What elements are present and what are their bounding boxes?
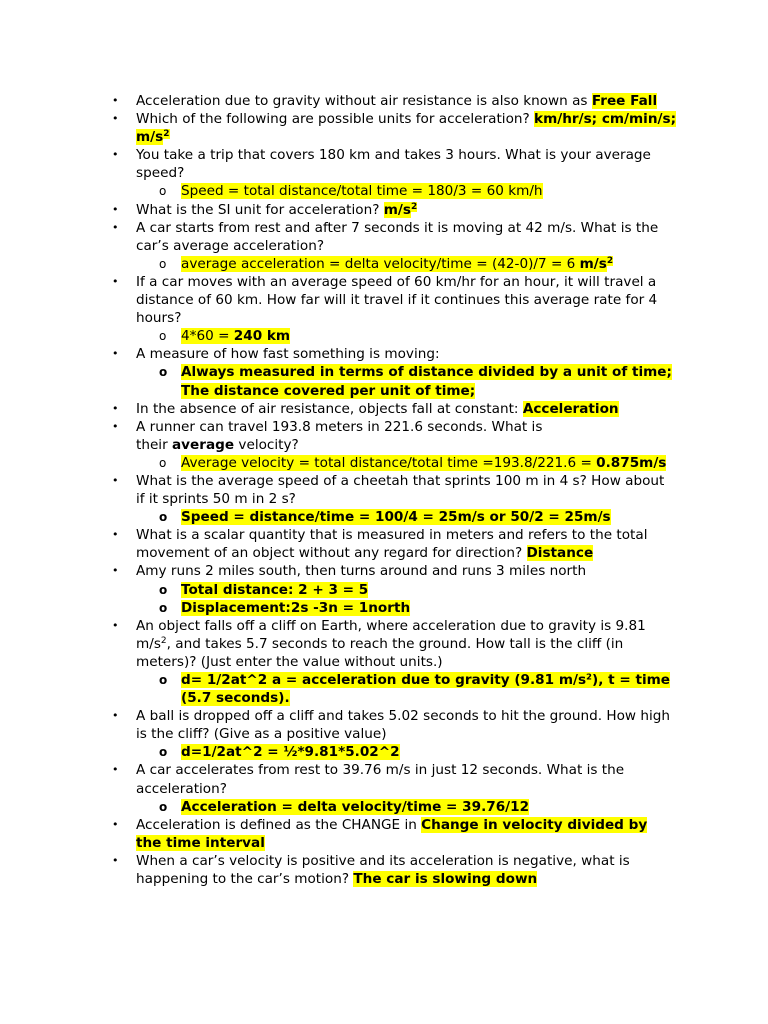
- item-text: [136, 401, 619, 417]
- item-text: [136, 111, 676, 145]
- bullet-icon: •: [112, 528, 119, 542]
- list-item: [112, 110, 677, 146]
- sub-bullet-icon: o: [159, 673, 168, 687]
- answer-text: The car is slowing down: [353, 871, 538, 888]
- answer-text: Displacement:2s -3n = 1north: [181, 599, 411, 616]
- bullet-icon: •: [112, 94, 119, 107]
- item-text: [181, 600, 410, 616]
- list-item: [112, 345, 676, 363]
- question-text: 2: [160, 635, 167, 646]
- item-text: [136, 274, 657, 326]
- question-text: You take a trip that covers 180 km and takes 3 hours. What is your average speed?: [136, 147, 651, 182]
- question-text: An object falls off a cliff on Earth, where acceleration due to gravity is 9.81 m/s: [136, 617, 646, 652]
- bullet-icon: •: [112, 853, 119, 867]
- bullet-icon: •: [112, 220, 119, 234]
- question-text: A ball is dropped off a cliff and takes 5.02 seconds to hit the ground. How high is the cliff? (Give as a positive value): [136, 708, 670, 743]
- item-text: [136, 202, 417, 218]
- answer-text: m/s: [579, 255, 607, 272]
- item-text: [136, 817, 647, 851]
- bullet-icon: •: [112, 202, 119, 216]
- sub-list-item: [159, 599, 676, 617]
- list-item: [112, 146, 676, 182]
- item-text: [181, 256, 613, 272]
- answer-text: d= 1/2at^2 a = acceleration due to gravity (9.81 m/s²), t = time (5.7 seconds).: [181, 672, 671, 707]
- list-item: [112, 852, 676, 888]
- question-text: A runner can travel 193.8 meters in 221.6 seconds. What is their: [136, 418, 543, 453]
- item-text: [136, 853, 630, 887]
- item-text: [136, 708, 670, 742]
- sub-list-item: [159, 581, 676, 599]
- question-text: What is the average speed of a cheetah that sprints 100 m in 4 s? How about if it sprints 50 m in 2 s?: [136, 472, 665, 508]
- answer-text: 0.875m/s: [596, 454, 667, 471]
- item-text: [136, 618, 646, 670]
- item-text: [181, 672, 670, 706]
- sub-bullet-icon: o: [159, 582, 168, 597]
- question-text: In the absence of air resistance, objects fall at constant:: [136, 400, 523, 417]
- item-text: [136, 346, 440, 362]
- sub-bullet-icon: o: [159, 184, 167, 199]
- answer-text: Acceleration = delta velocity/time = 39.76/12: [181, 798, 530, 815]
- sub-bullet-icon: o: [159, 256, 167, 271]
- sub-bullet-icon: o: [159, 365, 168, 380]
- bullet-icon: •: [112, 148, 119, 162]
- item-text: [136, 220, 658, 254]
- question-text: Acceleration due to gravity without air resistance is also known as: [136, 93, 592, 109]
- answer-text: m/s: [383, 201, 411, 218]
- item-text: [136, 147, 651, 181]
- bullet-icon: •: [112, 347, 119, 361]
- answer-text: Acceleration: [522, 400, 619, 417]
- answer-text: Total distance: 2 + 3 = 5: [181, 581, 369, 598]
- bullet-icon: •: [112, 419, 119, 433]
- item-text: [181, 509, 611, 525]
- answer-text: 2: [606, 255, 614, 266]
- sub-bullet-icon: o: [159, 745, 168, 760]
- answer-text: average acceleration = delta velocity/time = (42-0)/7 = 6: [181, 255, 580, 272]
- list-item: [112, 707, 676, 743]
- sub-list-item: [159, 255, 676, 273]
- list-item: [112, 400, 676, 418]
- bullet-icon: •: [112, 112, 119, 126]
- bullet-icon: •: [112, 618, 119, 632]
- answer-text: d=1/2at^2 = ½*9.81*5.02^2: [181, 744, 400, 761]
- item-text: [136, 527, 648, 561]
- list-item: [112, 418, 676, 454]
- sub-bullet-icon: o: [159, 600, 168, 615]
- item-text: [181, 183, 543, 199]
- question-text: average: [172, 436, 235, 453]
- question-text: A car accelerates from rest to 39.76 m/s in just 12 seconds. What is the acceleration?: [136, 762, 625, 797]
- list-item: [112, 92, 676, 110]
- question-text: What is the SI unit for acceleration?: [136, 201, 384, 218]
- sub-list-item: [159, 743, 676, 761]
- answer-text: km/hr/s; cm/min/s; m/s: [136, 111, 677, 146]
- item-text: [136, 473, 664, 507]
- question-text: , and takes 5.7 seconds to reach the ground. How tall is the cliff (in meters)? (Just enter the value without units.): [136, 635, 624, 670]
- list-item: [112, 816, 676, 852]
- list-item: [112, 219, 676, 255]
- sub-list-item: [159, 798, 676, 816]
- question-text: Acceleration is defined as the CHANGE in: [136, 816, 422, 833]
- sub-bullet-icon: o: [159, 799, 168, 814]
- list-item: [112, 617, 676, 671]
- question-text: Which of the following are possible units for acceleration?: [136, 111, 535, 128]
- sub-bullet-icon: o: [159, 329, 167, 344]
- list-item: [112, 761, 676, 797]
- item-text: [136, 563, 586, 579]
- item-text: [136, 93, 657, 109]
- list-item: [112, 526, 676, 562]
- sub-list-item: [159, 363, 676, 399]
- item-text: [136, 419, 542, 453]
- question-text: A measure of how fast something is moving:: [136, 346, 440, 363]
- item-text: [181, 328, 290, 344]
- answer-text: Average velocity = total distance/total time =193.8/221.6 =: [181, 454, 597, 471]
- bullet-icon: •: [112, 817, 119, 831]
- answer-text: Change in velocity divided by the time interval: [136, 816, 648, 851]
- question-text: velocity?: [234, 436, 299, 453]
- answer-text: 2: [163, 129, 170, 140]
- question-text: When a car’s velocity is positive and its acceleration is negative, what is happening to the car’s motion?: [136, 852, 630, 888]
- bulleted-list: [112, 92, 677, 888]
- answer-text: 4*60 =: [181, 328, 234, 345]
- answer-text: Always measured in terms of distance divided by a unit of time; The distance covered per unit of time;: [181, 364, 672, 399]
- question-text: A car starts from rest and after 7 seconds it is moving at 42 m/s. What is the car’s average acceleration?: [136, 219, 659, 254]
- question-text: What is a scalar quantity that is measured in meters and refers to the total movement of an object without any regard for direction?: [136, 527, 648, 562]
- answer-text: Distance: [526, 545, 594, 562]
- sub-bullet-icon: o: [159, 510, 168, 525]
- bullet-icon: •: [112, 709, 119, 723]
- bullet-icon: •: [112, 401, 119, 415]
- item-text: [181, 799, 529, 815]
- sub-list-item: [159, 182, 676, 200]
- item-text: [136, 762, 624, 796]
- answer-text: Free Fall: [591, 93, 658, 109]
- bullet-icon: •: [112, 274, 119, 288]
- bullet-icon: •: [112, 763, 119, 777]
- question-text: If a car moves with an average speed of 60 km/hr for an hour, it will travel a distance of 60 km. How far will it travel if it continues this average rate for 4 hours?: [136, 273, 658, 327]
- list-item: [112, 273, 676, 327]
- item-text: [181, 744, 400, 760]
- answer-text: Speed = total distance/total time = 180/3 = 60 km/h: [181, 183, 543, 200]
- item-text: [181, 455, 666, 471]
- bullet-icon: •: [112, 564, 119, 578]
- sub-list-item: [159, 327, 676, 345]
- sub-bullet-icon: o: [159, 455, 167, 470]
- item-text: [181, 364, 672, 398]
- list-item: [112, 472, 676, 508]
- sub-list-item: [159, 671, 676, 707]
- sub-list-item: [159, 508, 676, 526]
- answer-text: 2: [411, 201, 418, 212]
- list-item: [112, 201, 676, 219]
- answer-text: Speed = distance/time = 100/4 = 25m/s or 50/2 = 25m/s: [181, 509, 611, 526]
- item-text: [181, 582, 368, 598]
- answer-text: 240 km: [233, 328, 291, 345]
- bullet-icon: •: [112, 473, 119, 487]
- sub-list-item: [159, 454, 676, 472]
- list-item: [112, 562, 676, 580]
- question-text: Amy runs 2 miles south, then turns around and runs 3 miles north: [136, 563, 587, 580]
